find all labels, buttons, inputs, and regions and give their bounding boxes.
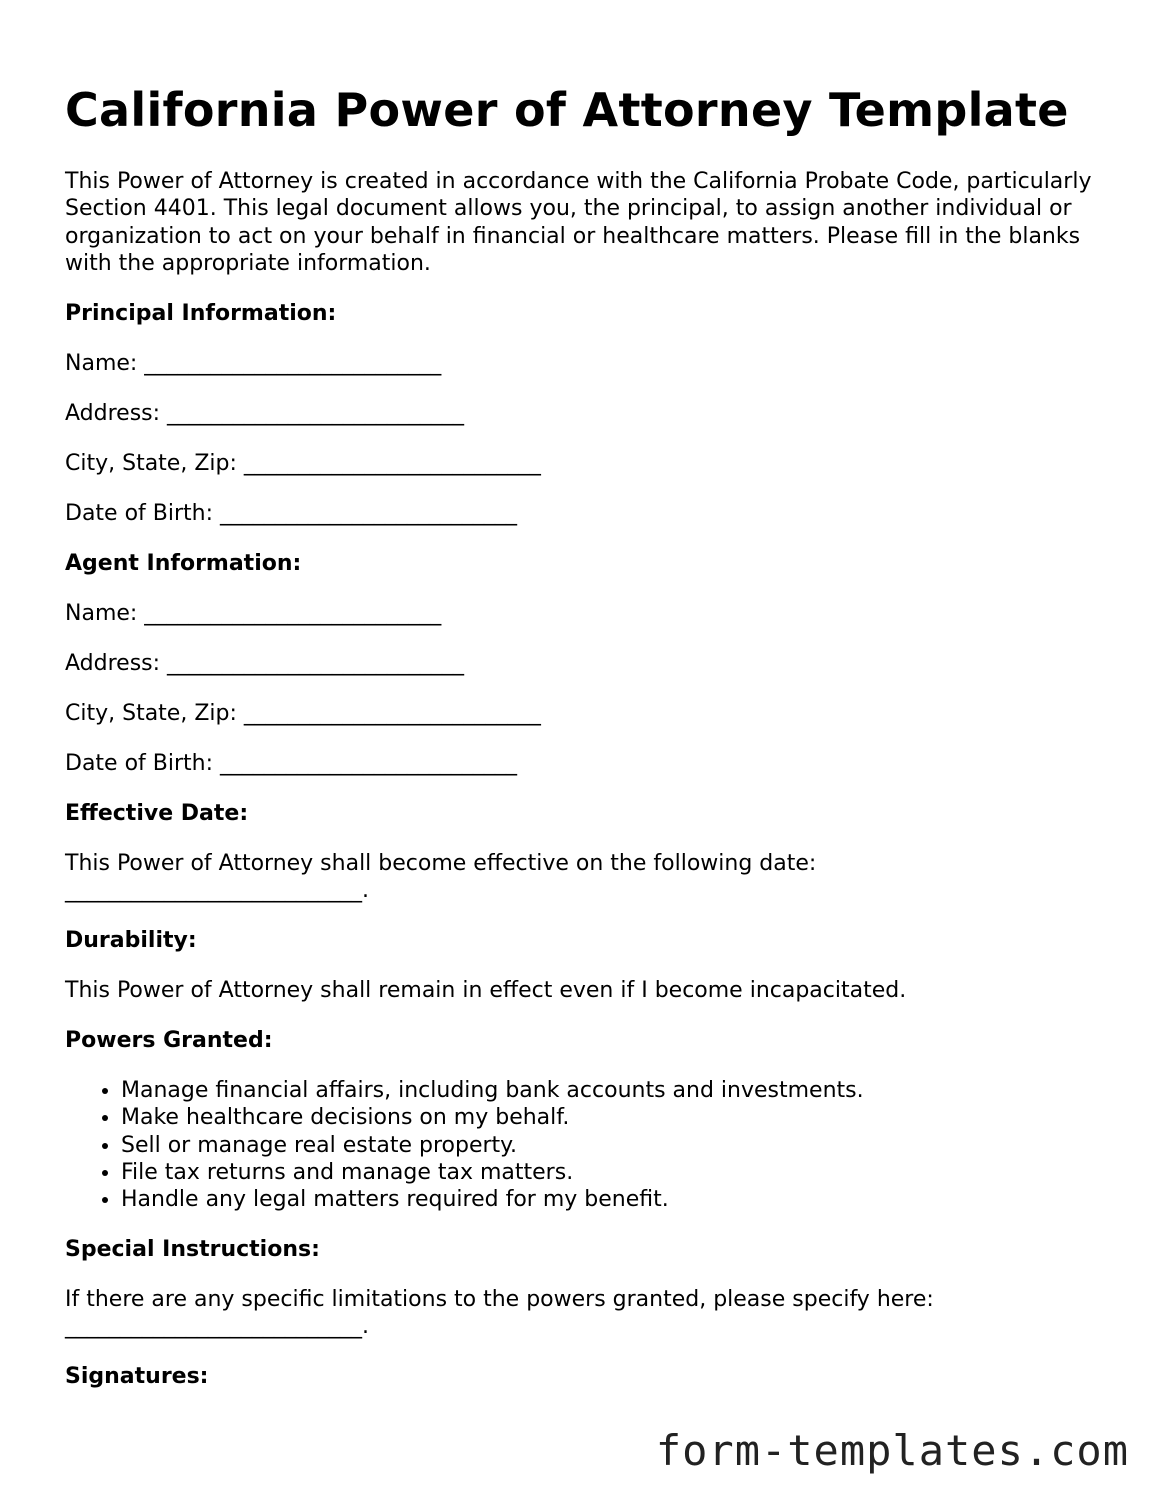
signatures-heading: Signatures:	[65, 1364, 209, 1390]
agent-address-field[interactable]: Address: ___________________________	[65, 650, 465, 676]
principal-heading: Principal Information:	[65, 300, 337, 326]
agent-city-field[interactable]: City, State, Zip: ___________________________	[65, 700, 541, 726]
special-instructions-text[interactable]: If there are any specific limitations to the powers granted, please specify here: ___________________________.	[65, 1287, 934, 1340]
effective-date-text[interactable]: This Power of Attorney shall become effective on the following date: ___________________________.	[65, 850, 817, 903]
agent-heading: Agent Information:	[65, 550, 302, 576]
principal-city-field[interactable]: City, State, Zip: ___________________________	[65, 450, 541, 476]
effective-date-heading: Effective Date:	[65, 800, 249, 826]
principal-address-field[interactable]: Address: ___________________________	[65, 400, 465, 426]
durability-text: This Power of Attorney shall remain in effect even if I become incapacitated.	[65, 977, 907, 1003]
powers-list-item: • File tax returns and manage tax matters.	[121, 1159, 1105, 1186]
powers-list	[65, 1077, 1105, 1213]
powers-list-item: • Manage financial affairs, including bank accounts and investments.	[121, 1077, 1105, 1104]
durability-heading: Durability:	[65, 927, 197, 953]
powers-list-item: • Sell or manage real estate property.	[121, 1132, 1105, 1159]
special-instructions-heading: Special Instructions:	[65, 1237, 320, 1263]
agent-dob-field[interactable]: Date of Birth: ___________________________	[65, 750, 517, 776]
agent-name-field[interactable]: Name: ___________________________	[65, 600, 442, 626]
powers-list-item: • Handle any legal matters required for my benefit.	[121, 1186, 1105, 1213]
powers-heading: Powers Granted:	[65, 1027, 273, 1053]
principal-dob-field[interactable]: Date of Birth: ___________________________	[65, 500, 517, 526]
watermark-text: form-templates.com	[655, 1426, 1129, 1475]
intro-paragraph: This Power of Attorney is created in accordance with the California Probate Code, particularly Section 4401. This legal document allows you, the principal, to assign another individual or organization to act on your behalf in financial or healthcare matters. Please fill in the blanks with the appropriate information.	[65, 169, 1092, 276]
document-title: California Power of Attorney Template	[65, 83, 1069, 137]
document-page	[65, 82, 1105, 1413]
powers-list-item: • Make healthcare decisions on my behalf.	[121, 1104, 1105, 1131]
principal-name-field[interactable]: Name: ___________________________	[65, 350, 442, 376]
